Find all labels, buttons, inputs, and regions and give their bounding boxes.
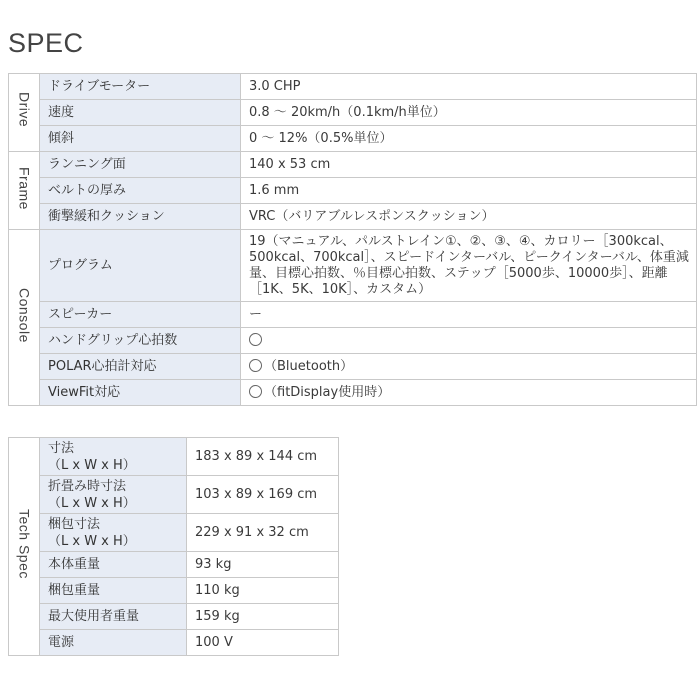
row-value: ー bbox=[241, 302, 697, 328]
row-label: 寸法 （L x W x H） bbox=[40, 438, 187, 476]
row-label: ドライブモーター bbox=[40, 74, 241, 100]
section-label-console: Console bbox=[9, 230, 40, 406]
row-value: 1.6 mm bbox=[241, 178, 697, 204]
row-value: 0 ～ 12%（0.5%単位） bbox=[241, 126, 697, 152]
table-row bbox=[9, 126, 697, 152]
row-value: 3.0 CHP bbox=[241, 74, 697, 100]
row-value: 110 kg bbox=[187, 578, 339, 604]
tech-spec-table bbox=[8, 437, 339, 656]
table-row bbox=[9, 380, 697, 406]
row-label: 衝撃緩和クッション bbox=[40, 204, 241, 230]
row-value: （Bluetooth） bbox=[241, 354, 697, 380]
table-row bbox=[9, 178, 697, 204]
row-label: 本体重量 bbox=[40, 552, 187, 578]
row-value: （fitDisplay使用時） bbox=[241, 380, 697, 406]
section-label-tech-spec: Tech Spec bbox=[9, 438, 40, 656]
table-row bbox=[9, 552, 339, 578]
table-row bbox=[9, 100, 697, 126]
row-label: POLAR心拍計対応 bbox=[40, 354, 241, 380]
row-label: ViewFit対応 bbox=[40, 380, 241, 406]
row-value: 140 x 53 cm bbox=[241, 152, 697, 178]
row-value: 93 kg bbox=[187, 552, 339, 578]
row-label: 速度 bbox=[40, 100, 241, 126]
table-row bbox=[9, 514, 339, 552]
table-row bbox=[9, 74, 697, 100]
row-label: ランニング面 bbox=[40, 152, 241, 178]
row-value bbox=[241, 328, 697, 354]
table-row bbox=[9, 578, 339, 604]
table-row bbox=[9, 438, 339, 476]
table-row bbox=[9, 630, 339, 656]
row-value: 229 x 91 x 32 cm bbox=[187, 514, 339, 552]
spec-table bbox=[8, 73, 697, 406]
table-row bbox=[9, 204, 697, 230]
row-label: 梱包寸法 （L x W x H） bbox=[40, 514, 187, 552]
row-label: スピーカー bbox=[40, 302, 241, 328]
row-value: 19（マニュアル、パルストレイン①、②、③、④、カロリー［300kcal、500kcal、700kcal］、スピードインターバル、ピークインターバル、体重減量、目標心拍数、％目標心拍数、ステップ［5000歩、10000歩］、距離［1K、5K、10K］、カスタム） bbox=[241, 230, 697, 302]
page-title: SPEC bbox=[8, 28, 84, 58]
row-value: 103 x 89 x 169 cm bbox=[187, 476, 339, 514]
row-label: 梱包重量 bbox=[40, 578, 187, 604]
row-label: ベルトの厚み bbox=[40, 178, 241, 204]
row-value: VRC（バリアブルレスポンスクッション） bbox=[241, 204, 697, 230]
table-row bbox=[9, 302, 697, 328]
row-value: 159 kg bbox=[187, 604, 339, 630]
row-label: 電源 bbox=[40, 630, 187, 656]
row-label: 傾斜 bbox=[40, 126, 241, 152]
section-label-drive: Drive bbox=[9, 74, 40, 152]
row-label: ハンドグリップ心拍数 bbox=[40, 328, 241, 354]
table-row bbox=[9, 230, 697, 302]
table-row bbox=[9, 476, 339, 514]
row-value: 0.8 ～ 20km/h（0.1km/h単位） bbox=[241, 100, 697, 126]
table-row bbox=[9, 328, 697, 354]
row-value: 183 x 89 x 144 cm bbox=[187, 438, 339, 476]
row-value: 100 V bbox=[187, 630, 339, 656]
table-row bbox=[9, 354, 697, 380]
section-label-frame: Frame bbox=[9, 152, 40, 230]
row-label: 最大使用者重量 bbox=[40, 604, 187, 630]
table-row bbox=[9, 604, 339, 630]
table-row bbox=[9, 152, 697, 178]
row-label: プログラム bbox=[40, 230, 241, 302]
row-label: 折畳み時寸法 （L x W x H） bbox=[40, 476, 187, 514]
